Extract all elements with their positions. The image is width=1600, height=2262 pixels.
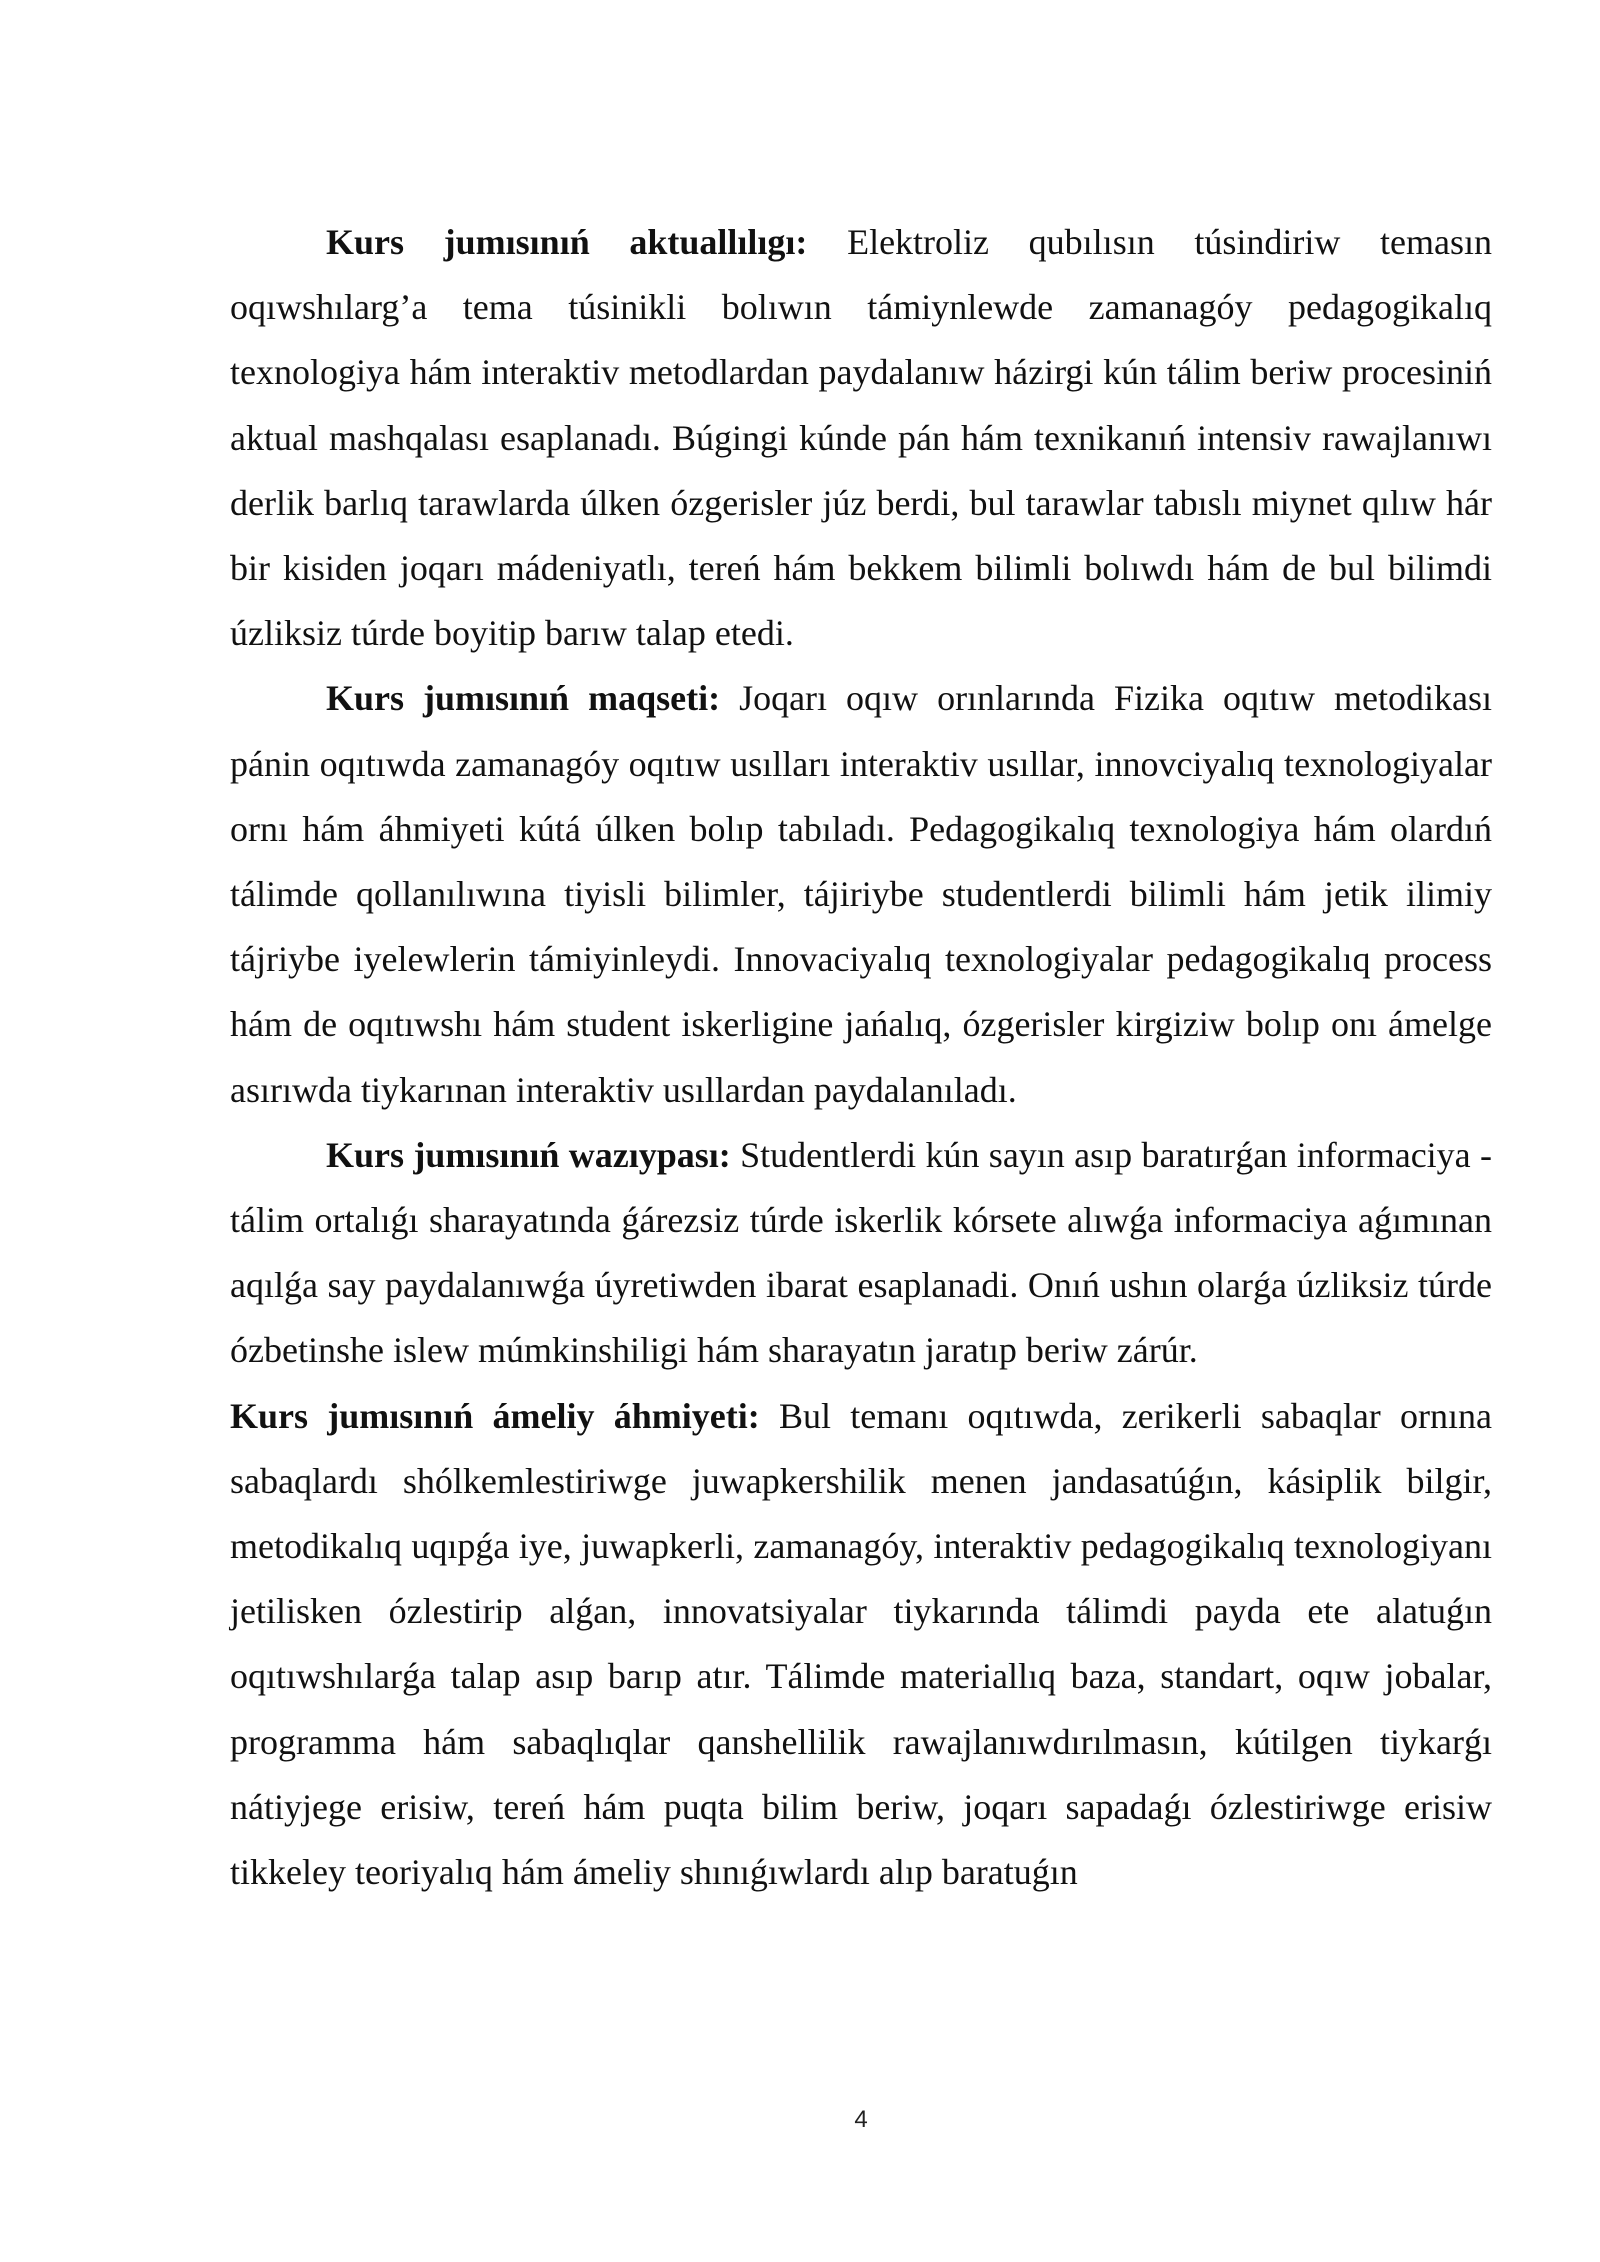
heading-actuality: Kurs jumısınıń aktuallılıgı: [326,222,808,262]
heading-goal: Kurs jumısınıń maqseti: [326,678,721,719]
heading-tasks: Kurs jumısınıń wazıypası: [326,1134,731,1175]
paragraph-tasks [230,1123,1492,1384]
paragraph-actuality [230,210,1492,666]
text-tasks: Studentlerdi kún sayın asıp baratırǵan informaciya -tálim ortalıǵı sharayatında ǵárezsiz túrde iskerlik kórsete alıwǵa informaciya aǵımınan aqılǵa say paydalanıwǵa úyretiwden ibarat esaplanadi. Onıń ushın olarǵa úzliksiz túrde ózbetinshe islew múmkinshiligi hám sharayatın jaratıp beriw zárúr. [230,1134,1493,1371]
document-body [230,210,1492,1905]
paragraph-goal [230,666,1492,1122]
text-actuality: Elektroliz qubılısın túsindiriw temasın oqıwshılarg’a tema túsinikli bolıwın támiynlewde zamanagóy pedagogikalıq texnologiya hám interaktiv metodlardan paydalanıw házirgi kún tálim beriw procesiniń aktual mashqalası esaplanadı. Búgingi kúnde pán hám texnikanıń intensiv rawajlanıwı derlik barlıq tarawlarda úlken ózgerisler júz berdi, bul tarawlar tabıslı miynet qılıw hár bir kisiden joqarı mádeniyatlı, tereń hám bekkem bilimli bolıwdı hám de bul bilimdi úzliksiz túrde boyitip barıw talap etedi. [230,222,1492,654]
text-goal: Joqarı oqıw orınlarında Fizika oqıtıw metodikası pánin oqıtıwda zamanagóy oqıtıw usılları interaktiv usıllar, innovciyalıq texnologiyalar ornı hám áhmiyeti kútá úlken bolıp tabıladı. Pedagogikalıq texnologiya hám olardıń tálimde qollanılıwına tiyisli bilimler, tájiriybe studentlerdi bilimli hám jetik ilimiy tájriybe iyelewlerin támiyinleydi. Innovaciyalıq texnologiyalar pedagogikalıq process hám de oqıtıwshı hám student iskerligine jańalıq, ózgerisler kirgiziw bolıp onı ámelge asırıwda tiykarınan interaktiv usıllardan paydalanıladı. [230,678,1492,1110]
paragraph-practical-importance [230,1384,1492,1906]
heading-practical-importance: Kurs jumısınıń ámeliy áhmiyeti: [230,1395,760,1436]
text-practical-importance: Bul temanı oqıtıwda, zerikerli sabaqlar ornına sabaqlardı shólkemlestiriwge juwapkershilik menen jandasatúǵın, kásiplik bilgir, metodikalıq uqıpǵa iye, juwapkerli, zamanagóy, interaktiv pedagogikalıq texnologiyanı jetilisken ózlestirip alǵan, innovatsiyalar tiykarında tálimdi payda ete alatuǵın oqıtıwshılarǵa talap asıp barıp atır. Tálimde materiallıq baza, standart, oqıw jobalar, programma hám sabaqlıqlar qanshellilik rawajlanıwdırılmasın, kútilgen tiykarǵı nátiyjege erisiw, tereń hám puqta bilim beriw, joqarı sapadaǵı ózlestiriwge erisiw tikkeley teoriyalıq hám ámeliy shınıǵıwlardı alıp baratuǵın [230,1395,1492,1893]
page-number: 4 [854,2106,868,2133]
